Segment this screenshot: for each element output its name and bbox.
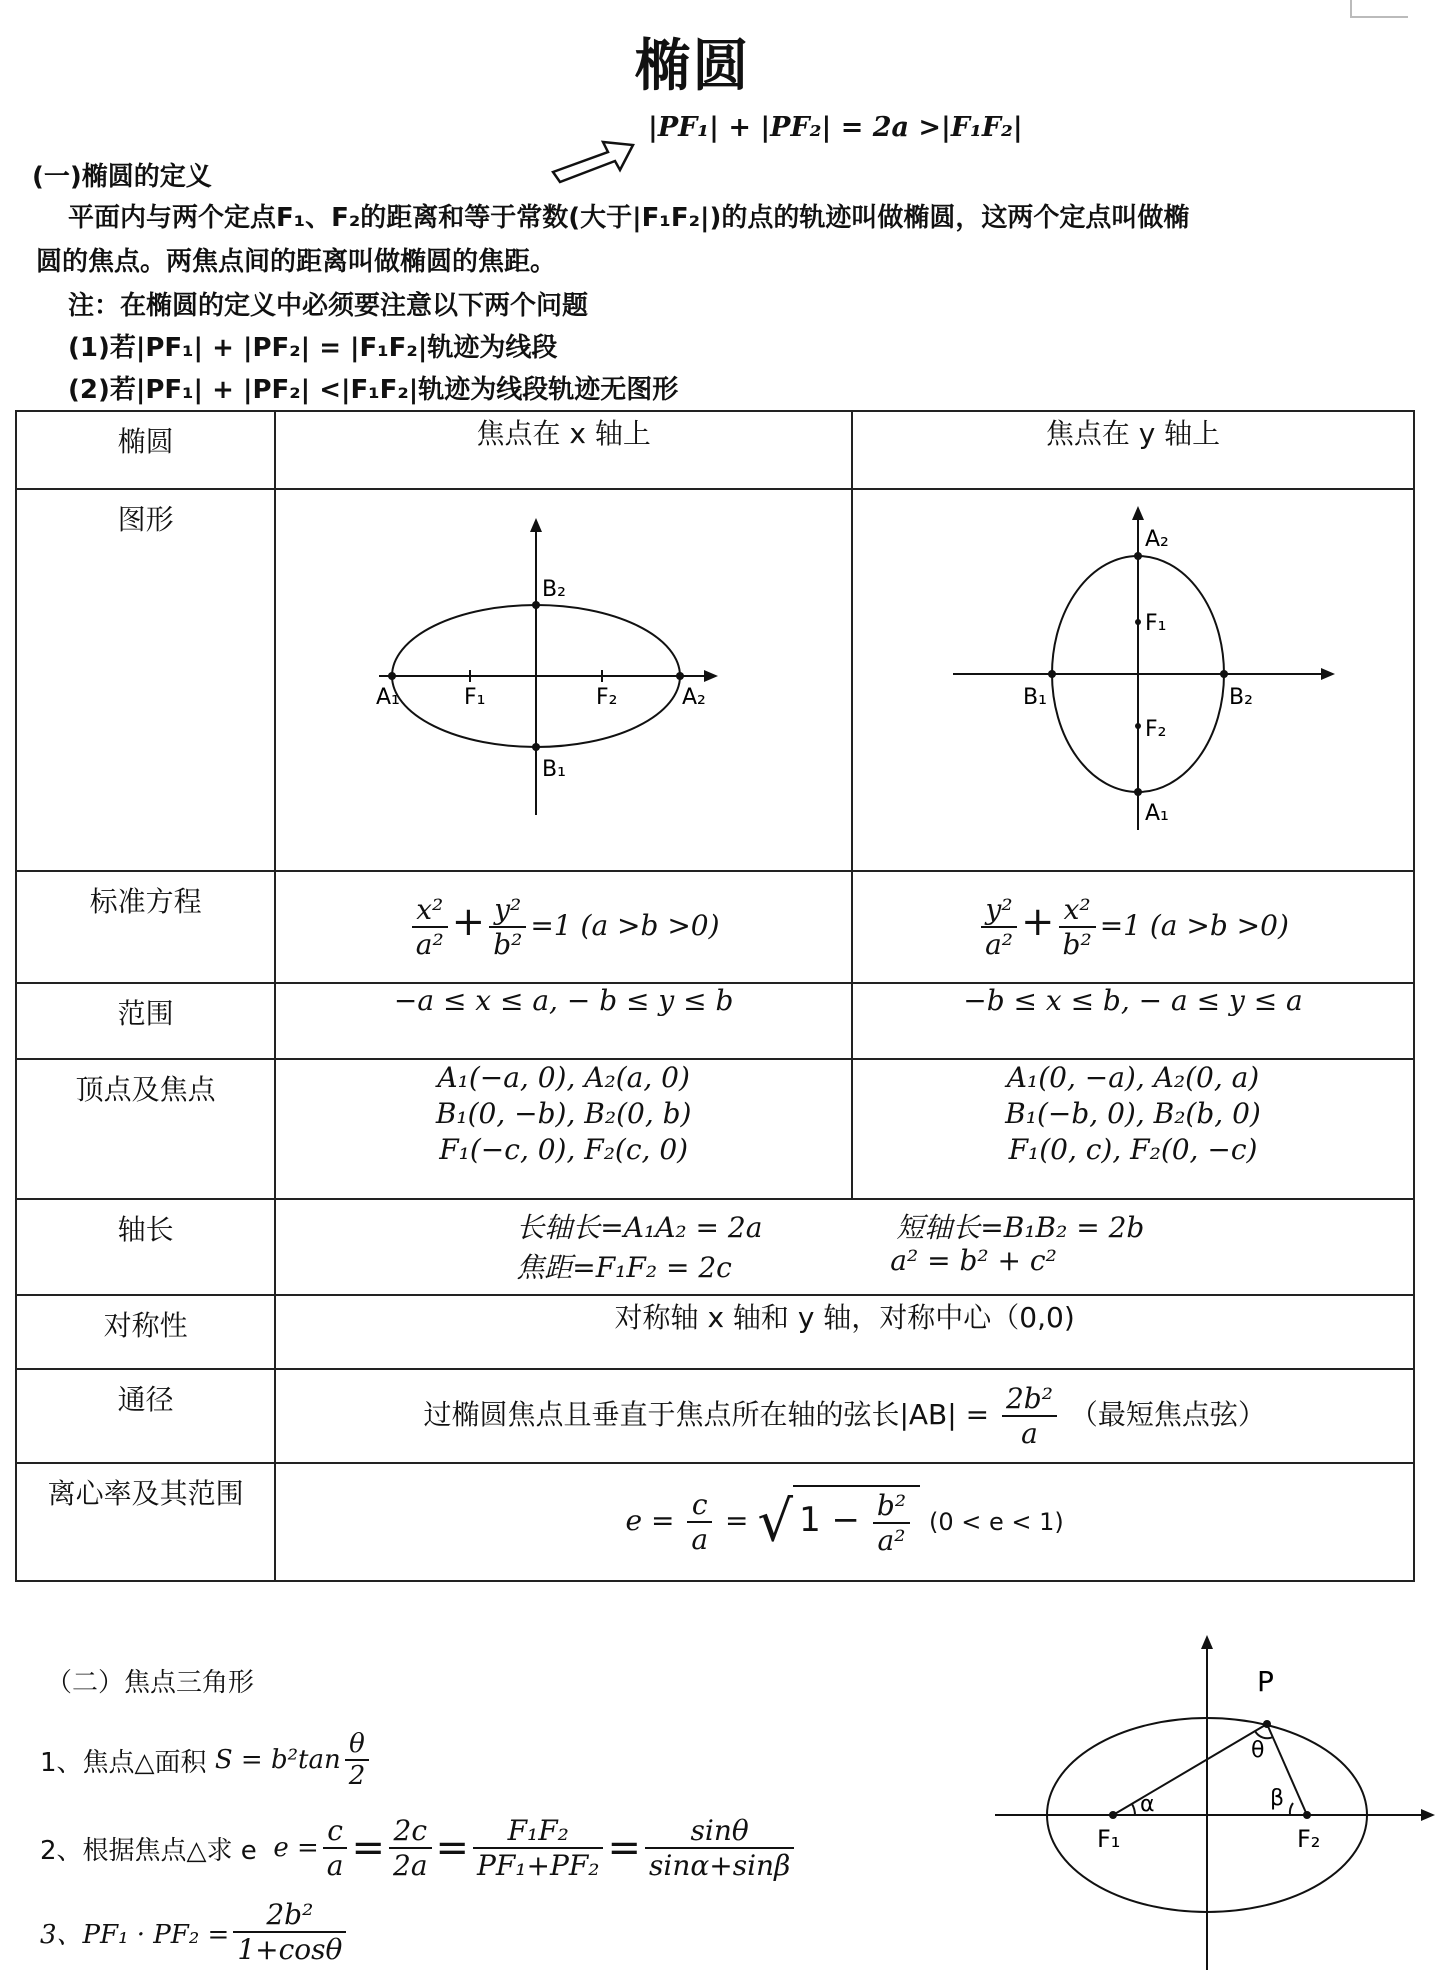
major-axis: 长轴长=A₁A₂ = 2a — [516, 1211, 763, 1244]
label-alpha: α — [1140, 1792, 1155, 1817]
equation-y: $\frac{\text{y²}}{\text{a²}}$ + $\frac{\text{x²}}{\text{b²}}$ =1 (a >b >0) — [852, 871, 1414, 983]
minor-axis: 短轴长=B₁B₂ = 2b — [896, 1211, 1145, 1244]
latus-label: 通径 — [16, 1369, 275, 1463]
label-B1: B₁ — [541, 757, 566, 782]
table-row — [16, 1295, 1414, 1369]
definition-line1: 平面内与两个定点F₁、F₂的距离和等于常数(大于|F₁F₂|)的点的轨迹叫做椭圆，这两个定点叫做椭 — [68, 203, 1190, 233]
table-row — [16, 1199, 1414, 1295]
label-F2: F₂ — [595, 685, 618, 710]
label-F2: F₂ — [1145, 717, 1167, 742]
definition-item2: (2)若|PF₁| + |PF₂| <|F₁F₂|轨迹为线段轨迹无图形 — [68, 375, 679, 405]
label-F1: F₁ — [1145, 611, 1167, 636]
definition-line2: 圆的焦点。两焦点间的距离叫做椭圆的焦距。 — [36, 247, 557, 277]
abc-relation: a² = b² + c² — [890, 1244, 1057, 1277]
range-y: −b ≤ x ≤ b, − a ≤ y ≤ a — [852, 983, 1414, 1059]
page-title: 椭圆 — [634, 34, 751, 99]
ellipse-properties-table — [15, 410, 1415, 1582]
definition-item1: (1)若|PF₁| + |PF₂| = |F₁F₂|轨迹为线段 — [68, 333, 558, 363]
eccentricity-item: 2、根据焦点△求 e e = $\frac{c}{a}$ = $\frac{2c}{2a}$ = $\frac{\text{F₁F₂}}{\text{PF₁+PF₂}}$ = $\frac{\sin\theta}{\sin\alpha+\sin\beta}$ — [40, 1808, 798, 1888]
focal-distance: 焦距=F₁F₂ = 2c — [516, 1251, 732, 1284]
equation-label: 标准方程 — [16, 871, 275, 983]
label-A1: A₁ — [375, 685, 400, 710]
vertices-x: A₁(−a, 0), A₂(a, 0) B₁(0, −b), B₂(0, b) F₁(−c, 0), F₂(c, 0) — [275, 1059, 852, 1199]
range-x: −a ≤ x ≤ a, − b ≤ y ≤ b — [275, 983, 852, 1059]
table-row — [16, 1463, 1414, 1581]
section2-heading: （二）焦点三角形 — [46, 1668, 255, 1698]
figure-label: 图形 — [16, 489, 275, 871]
section1-heading: (一)椭圆的定义 — [32, 162, 212, 192]
vertices-y: A₁(0, −a), A₂(0, a) B₁(−b, 0), B₂(b, 0) F₁(0, c), F₂(0, −c) — [852, 1059, 1414, 1199]
page-corner-mark — [1350, 0, 1408, 18]
label-theta: θ — [1251, 1738, 1265, 1763]
vertical-ellipse-svg — [853, 490, 1413, 860]
definition-note: 注：在椭圆的定义中必须要注意以下两个问题 — [68, 291, 589, 321]
vertices-label: 顶点及焦点 — [16, 1059, 275, 1199]
focal-area-item: 1、焦点△面积 S = b²tan $\frac{\theta}{2}$ — [40, 1720, 373, 1800]
focal-triangle-figure — [985, 1625, 1435, 1975]
equation-x: $\frac{\text{x²}}{\text{a²}}$ + $\frac{\text{y²}}{\text{b²}}$ =1 (a >b >0) — [275, 871, 852, 983]
horizontal-ellipse-figure — [275, 489, 852, 871]
label-A2: A₂ — [681, 685, 706, 710]
header-col-x: 焦点在 x 轴上 — [275, 411, 852, 489]
label-F2: F₂ — [1297, 1825, 1321, 1853]
table-row — [16, 489, 1414, 871]
label-P: P — [1257, 1665, 1274, 1698]
label-B1: B₁ — [1023, 685, 1047, 710]
arrow-icon — [548, 130, 638, 190]
label-F1: F₁ — [1097, 1825, 1121, 1853]
horizontal-ellipse-svg — [284, 490, 844, 860]
table-row — [16, 983, 1414, 1059]
label-F1: F₁ — [463, 685, 486, 710]
eccentricity-formula: e = $\frac{c}{a}$ = √ 1 − $\frac{\text{b²}}{\text{a²}}$ (0 < e < 1) — [275, 1463, 1414, 1581]
table-row — [16, 871, 1414, 983]
label-B2: B₂ — [1229, 685, 1253, 710]
label-beta: β — [1270, 1786, 1285, 1811]
header-label: 椭圆 — [16, 411, 275, 489]
definition-formula: |PF₁| + |PF₂| = 2a >|F₁F₂| — [648, 112, 1023, 143]
table-row — [16, 411, 1414, 489]
axis-lengths — [275, 1199, 1414, 1295]
label-A2: A₂ — [1145, 527, 1169, 552]
table-row — [16, 1369, 1414, 1463]
header-col-y: 焦点在 y 轴上 — [852, 411, 1414, 489]
label-A1: A₁ — [1145, 801, 1169, 826]
axis-label: 轴长 — [16, 1199, 275, 1295]
table-row — [16, 1059, 1414, 1199]
range-label: 范围 — [16, 983, 275, 1059]
symmetry-label: 对称性 — [16, 1295, 275, 1369]
eccentricity-label: 离心率及其范围 — [16, 1463, 275, 1581]
symmetry-text: 对称轴 x 轴和 y 轴，对称中心（0,0) — [275, 1295, 1414, 1369]
latus-rectum: 过椭圆焦点且垂直于焦点所在轴的弦长|AB| = $\frac{\text{2b²}}{a}$ （最短焦点弦） — [275, 1369, 1414, 1463]
label-B2: B₂ — [541, 577, 566, 602]
vertical-ellipse-figure — [852, 489, 1414, 871]
focal-product-item: 3、PF₁ · PF₂ = $\frac{\text{2b²}}{1+\cos\theta}$ — [40, 1892, 350, 1972]
